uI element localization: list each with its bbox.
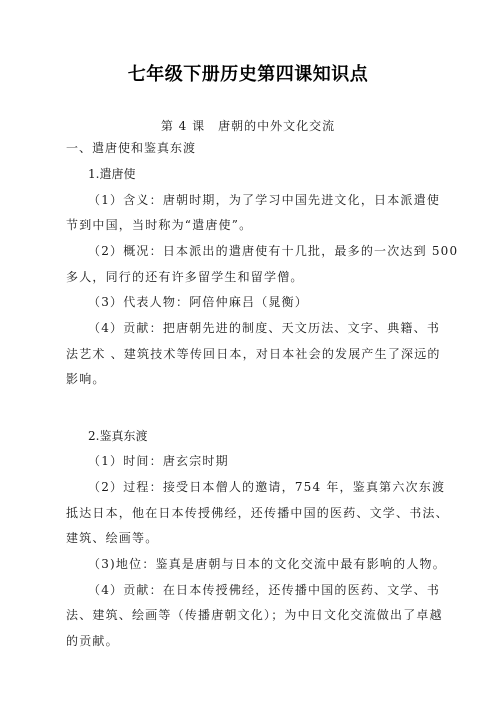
paragraph-line: （3)地位：鉴真是唐朝与日本的文化交流中最有影响的人物。 <box>88 557 446 571</box>
subsection-heading: 1.遣唐使 <box>88 167 136 181</box>
paragraph-line: （4）贡献：把唐朝先进的制度、天文历法、文字、典籍、书 <box>88 321 441 335</box>
paragraph-line: 影响。 <box>66 372 106 386</box>
paragraph-line: 多人，同行的还有许多留学生和留学僧。 <box>66 270 304 284</box>
subsection-heading: 2.鉴真东渡 <box>88 429 148 443</box>
paragraph-line: （3）代表人物：阿倍仲麻吕（晁衡） <box>88 295 309 309</box>
paragraph-line: （1）含义：唐朝时期，为了学习中国先进文化，日本派遣使 <box>88 193 441 207</box>
paragraph-line: （2）概况：日本派出的遣唐使有十几批，最多的一次达到 500 <box>88 244 459 258</box>
document-title: 七年级下册历史第四课知识点 <box>127 64 369 85</box>
paragraph-line: （4）贡献：在日本传授佛经，还传播中国的医药、文学、书 <box>88 583 441 597</box>
paragraph-line: 建筑、绘画等。 <box>66 531 159 545</box>
paragraph-line: 抵达日本，他在日本传授佛经，还传播中国的医药、文学、书法、 <box>66 506 449 520</box>
paragraph-line: （1）时间：唐玄宗时期 <box>88 454 229 468</box>
paragraph-line: 法、建筑、绘画等（传播唐朝文化）；为中日文化交流做出了卓越 <box>66 608 443 622</box>
paragraph-line: （2）过程：接受日本僧人的邀请，754 年，鉴真第六次东渡 <box>88 480 446 494</box>
paragraph-line: 的贡献。 <box>66 634 119 648</box>
paragraph-line: 法艺术 、建筑技术等传回日本，对日本社会的发展产生了深远的 <box>66 347 441 361</box>
paragraph-line: 节到中国，当时称为“遣唐使”。 <box>66 218 253 232</box>
section-heading: 一、遣唐使和鉴真东渡 <box>66 141 197 155</box>
lesson-subtitle: 第 4 课 唐朝的中外文化交流 <box>160 119 336 133</box>
